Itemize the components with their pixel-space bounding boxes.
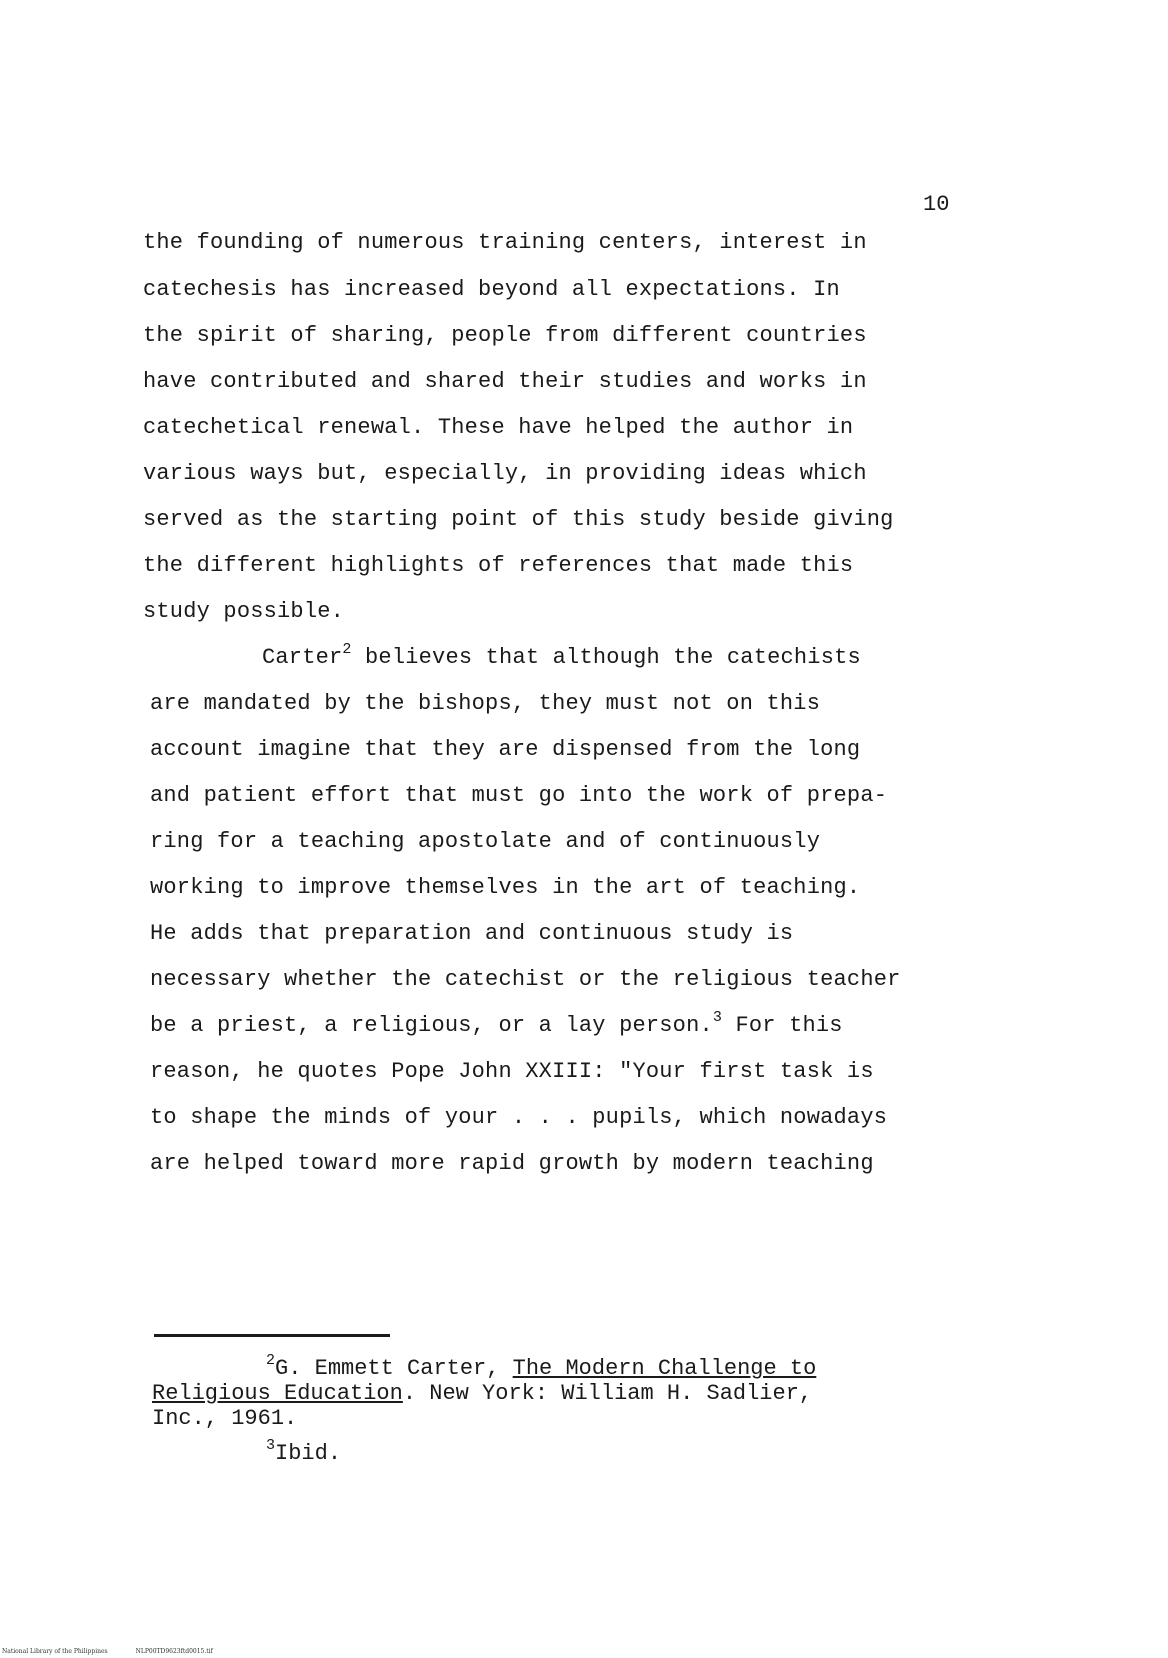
text-line: ring for a teaching apostolate and of continuously [150, 829, 821, 854]
text-span: . New York: William H. Sadlier, [402, 1381, 813, 1406]
book-title: Religious Education [152, 1381, 403, 1406]
author-name: Carter [262, 645, 343, 670]
text-line: account imagine that they are dispensed from the long [150, 737, 861, 762]
footnote-divider [154, 1334, 390, 1337]
book-title: The Modern Challenge to [512, 1356, 817, 1381]
text-line: the different highlights of references that made this [143, 553, 854, 578]
page-number: 10 [923, 192, 950, 217]
footnote-ref: 2 [342, 641, 352, 658]
file-label: NLP00TD9623ftd0015.tif [135, 1648, 213, 1655]
text-line: catechetical renewal. These have helped the author in [143, 415, 854, 440]
footnote-2-line-3: Inc., 1961. [152, 1406, 298, 1431]
text-line: working to improve themselves in the art of teaching. [150, 875, 861, 900]
text-span: Ibid. [275, 1441, 342, 1466]
text-span: be a priest, a religious, or a lay person. [150, 1013, 713, 1038]
text-line: are helped toward more rapid growth by modern teaching [150, 1151, 874, 1176]
text-span: For this [722, 1013, 843, 1038]
text-line: catechesis has increased beyond all expectations. In [143, 277, 840, 302]
footnote-ref: 3 [712, 1009, 723, 1026]
footnote-3 [266, 1437, 342, 1466]
text-line: the founding of numerous training centers, interest in [143, 230, 867, 255]
text-line [262, 641, 861, 670]
text-line: reason, he quotes Pope John XXIII: "Your first task is [150, 1059, 874, 1084]
text-line: necessary whether the catechist or the religious teacher [150, 967, 901, 992]
text-line: to shape the minds of your . . . pupils, which nowadays [150, 1105, 888, 1130]
text-line: are mandated by the bishops, they must not on this [150, 691, 821, 716]
footnote-number: 2 [266, 1352, 276, 1369]
footnote-2-line-2 [152, 1381, 812, 1406]
text-line: various ways but, especially, in providing ideas which [143, 461, 867, 486]
text-line [150, 1009, 843, 1038]
text-line: and patient effort that must go into the work of prepa- [150, 783, 888, 808]
text-line: study possible. [143, 599, 345, 624]
text-line: He adds that preparation and continuous study is [150, 921, 794, 946]
scanner-footer [2, 1648, 241, 1655]
text-span: believes that although the catechists [351, 645, 861, 670]
text-line: served as the starting point of this study beside giving [143, 507, 894, 532]
text-line: have contributed and shared their studies and works in [143, 369, 867, 394]
library-label: National Library of the Philippines [2, 1648, 108, 1655]
footnote-2-line-1 [266, 1352, 817, 1381]
text-line: the spirit of sharing, people from different countries [143, 323, 867, 348]
text-span: G. Emmett Carter, [275, 1356, 513, 1381]
footnote-number: 3 [266, 1437, 276, 1454]
